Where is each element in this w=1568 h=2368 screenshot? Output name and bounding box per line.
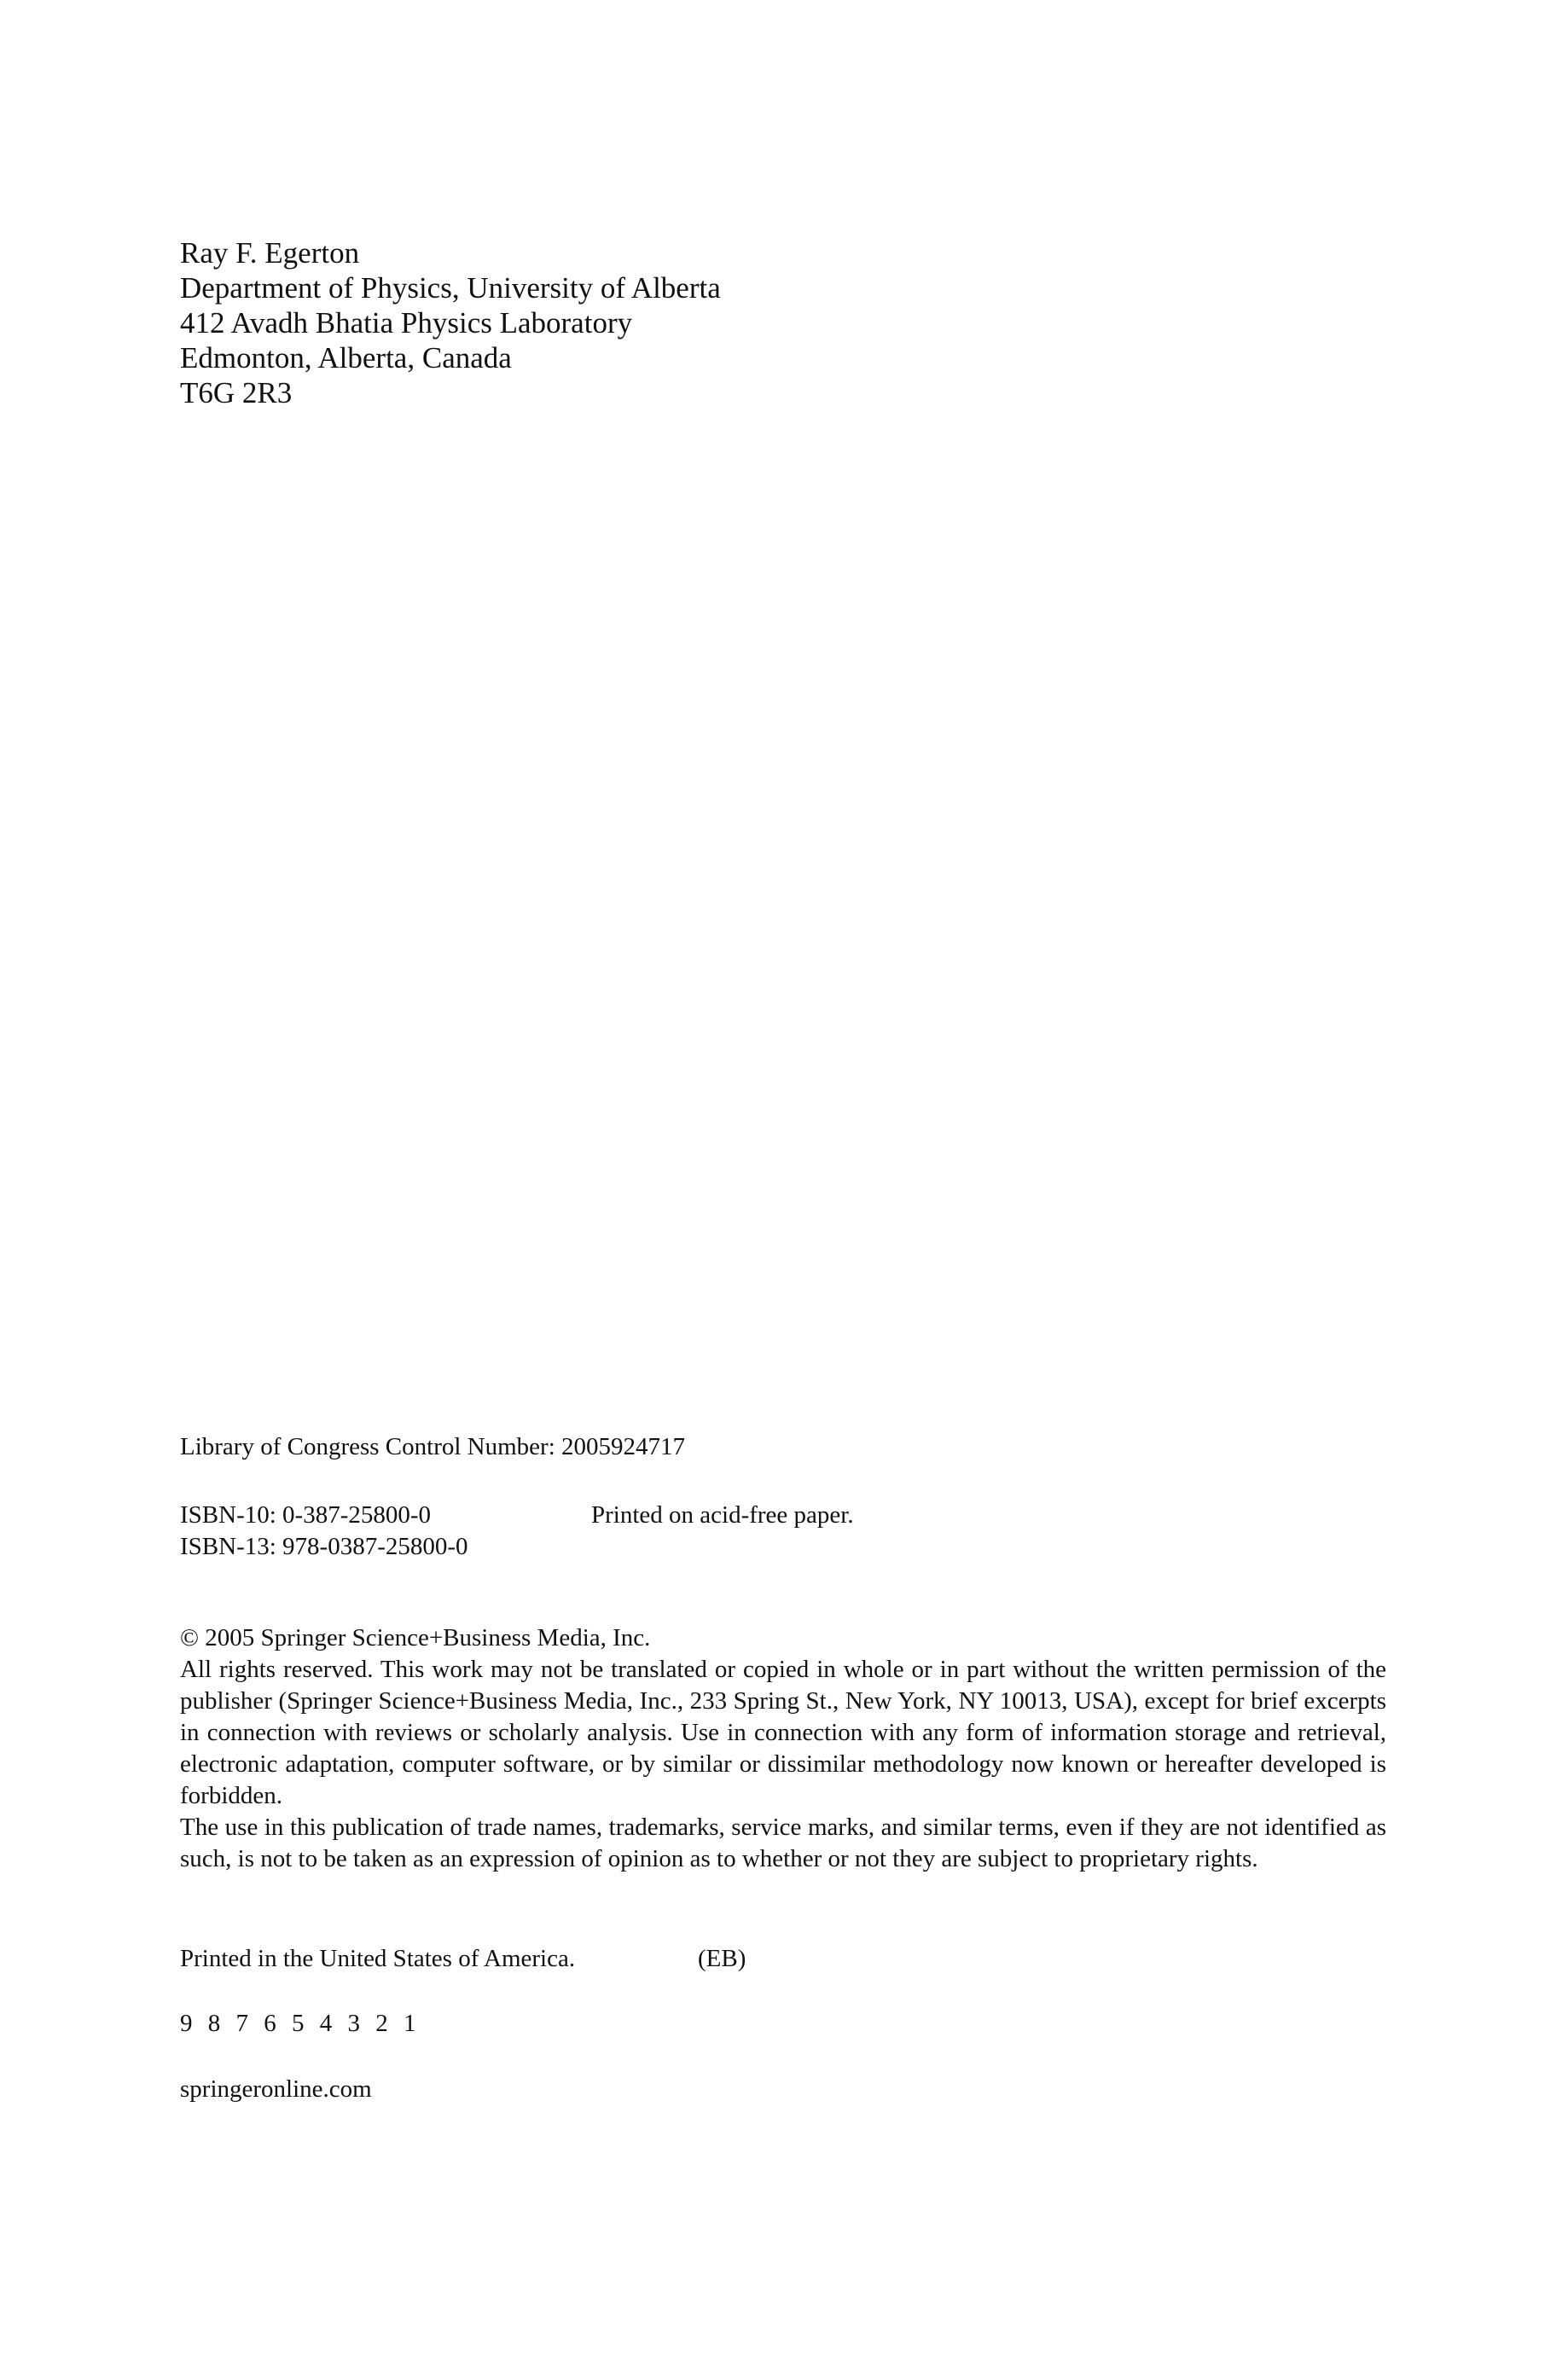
copyright-line: © 2005 Springer Science+Business Media, Inc.	[180, 1624, 651, 1651]
publisher-website: springeronline.com	[180, 2075, 372, 2103]
trademarks-paragraph: The use in this publication of trade names, trademarks, service marks, and similar terms, even if they are not identified as such, is not to be taken as an expression of opinion as to whether or not they are subject to proprietary rights.	[180, 1814, 1386, 1872]
isbn10-row	[180, 1500, 1391, 1531]
isbn13-row	[180, 1531, 1391, 1563]
printer-code: (EB)	[698, 1945, 746, 1972]
author-address-block	[180, 235, 721, 410]
rights-reserved-paragraph: All rights reserved. This work may not be translated or copied in whole or in part without the written permission of the publisher (Springer Science+Business Media, Inc., 233 Spring St., New York, NY 10013, USA), except for brief excerpts in connection with reviews or scholarly analysis. Use in connection with any form of information storage and retrieval, electronic adaptation, computer software, or by similar or dissimilar methodology now known or hereafter developed is forbidden.	[180, 1656, 1386, 1809]
isbn-block	[180, 1500, 1391, 1563]
author-city: Edmonton, Alberta, Canada	[180, 341, 512, 374]
author-name: Ray F. Egerton	[180, 236, 360, 270]
acid-free-paper-note: Printed on acid-free paper.	[591, 1501, 854, 1529]
author-building: 412 Avadh Bhatia Physics Laboratory	[180, 306, 633, 340]
isbn-10: ISBN-10: 0-387-25800-0	[180, 1501, 432, 1529]
printed-in-country: Printed in the United States of America.	[180, 1945, 576, 1972]
printed-in-line	[180, 1943, 746, 1975]
isbn-13: ISBN-13: 978-0387-25800-0	[180, 1533, 468, 1560]
printing-number-line: 9 8 7 6 5 4 3 2 1	[180, 2010, 417, 2037]
author-postal-code: T6G 2R3	[180, 376, 293, 409]
lccn-line: Library of Congress Control Number: 2005924717	[180, 1433, 686, 1460]
author-department: Department of Physics, University of Alberta	[180, 271, 721, 305]
copyright-block	[180, 1622, 1386, 1875]
